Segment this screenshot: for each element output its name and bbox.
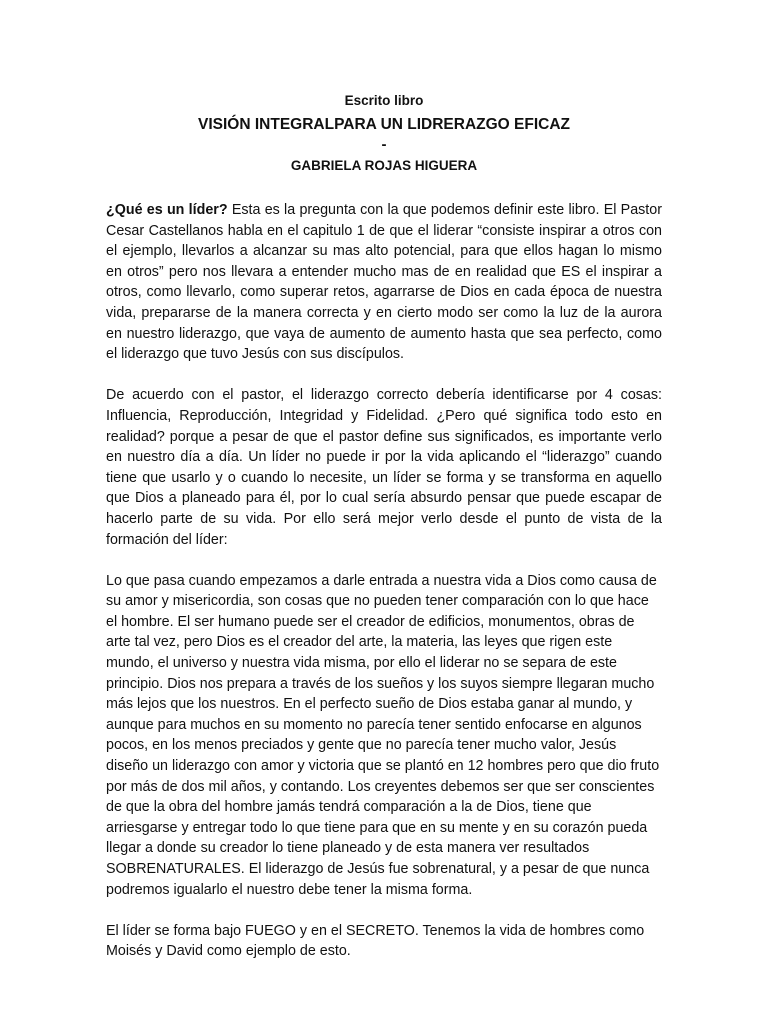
paragraph-1-text: Esta es la pregunta con la que podemos definir este libro. El Pastor Cesar Castellanos habla en el capitulo 1 de que el liderar “consiste inspirar a otros con el ejemplo, llevarlos a alcanzar su mas alto potencial, para que ellos hagan lo mismo en otros” pero nos llevara a entender mucho mas de en realidad que ES el inspirar a otros, como llevarlo, como superar retos, agarrarse de Dios en cada época de nuestra vida, prepararse de la manera correcta y en cierto modo ser como la luz de la aurora en nuestro liderazgo, que vaya de aumento de aumento hasta que sea perfecto, como el liderazgo que tuvo Jesús con sus discípulos.	[106, 202, 662, 363]
title-separator: -	[381, 136, 387, 153]
paragraph-1	[106, 200, 662, 365]
paragraph-4: El líder se forma bajo FUEGO y en el SECRETO. Tenemos la vida de hombres como Moisés y David como ejemplo de esto.	[106, 922, 645, 960]
document-subtitle: Escrito libro	[344, 93, 424, 108]
document-body	[106, 200, 662, 983]
paragraph-3: Lo que pasa cuando empezamos a darle entrada a nuestra vida a Dios como causa de su amor y misericordia, son cosas que no pueden tener comparación con lo que hace el hombre. El ser humano puede ser el creador de edificios, monumentos, obras de arte tal vez, pero Dios es el creador del arte, la materia, las leyes que rigen este mundo, el universo y nuestra vida misma, por ello el liderar no se separa de este principio. Dios nos prepara a través de los sueños y los suyos siempre llegaran mucho más lejos que los nuestros. En el perfecto sueño de Dios estaba ganar al mundo, y aunque para muchos en su momento no parecía tener sentido enfocarse en algunos pocos, en los menos preciados y gente que no parecía tener mucho valor, Jesús diseño un liderazgo con amor y victoria que se plantó en 12 hombres pero que dio fruto por más de dos mil años, y contando. Los creyentes debemos ser que ser conscientes de que la obra del hombre jamás tendrá comparación a la de Dios, tiene que arriesgarse y entregar todo lo que tiene para que en su mente y en su corazón pueda llegar a donde su creador lo tiene planeado y de esta manera ver resultados SOBRENATURALES. El liderazgo de Jesús fue sobrenatural, y a pesar de que nunca podremos igualarlo el nuestro debe tener la misma forma.	[106, 572, 660, 898]
document-header	[0, 92, 768, 176]
document-title: VISIÓN INTEGRALPARA UN LIDRERAZGO EFICAZ	[198, 116, 570, 133]
document-author: GABRIELA ROJAS HIGUERA	[290, 158, 478, 173]
paragraph-1-lead: ¿Qué es un líder?	[106, 202, 228, 218]
paragraph-2: De acuerdo con el pastor, el liderazgo correcto debería identificarse por 4 cosas: Influencia, Reproducción, Integridad y Fidelidad. ¿Pero qué significa todo esto en realidad? porque a pesar de que el pastor define sus significados, es importante verlo en nuestro día a día. Un líder no puede ir por la vida aplicando el “liderazgo” cuando tiene que usarlo y o cuando lo necesite, un líder se forma y se transforma en aquello que Dios a planeado para él, por lo cual sería absurdo pensar que puede escapar de hacerlo parte de su vida. Por ello será mejor verlo desde el punto de vista de la formación del líder:	[106, 387, 662, 548]
